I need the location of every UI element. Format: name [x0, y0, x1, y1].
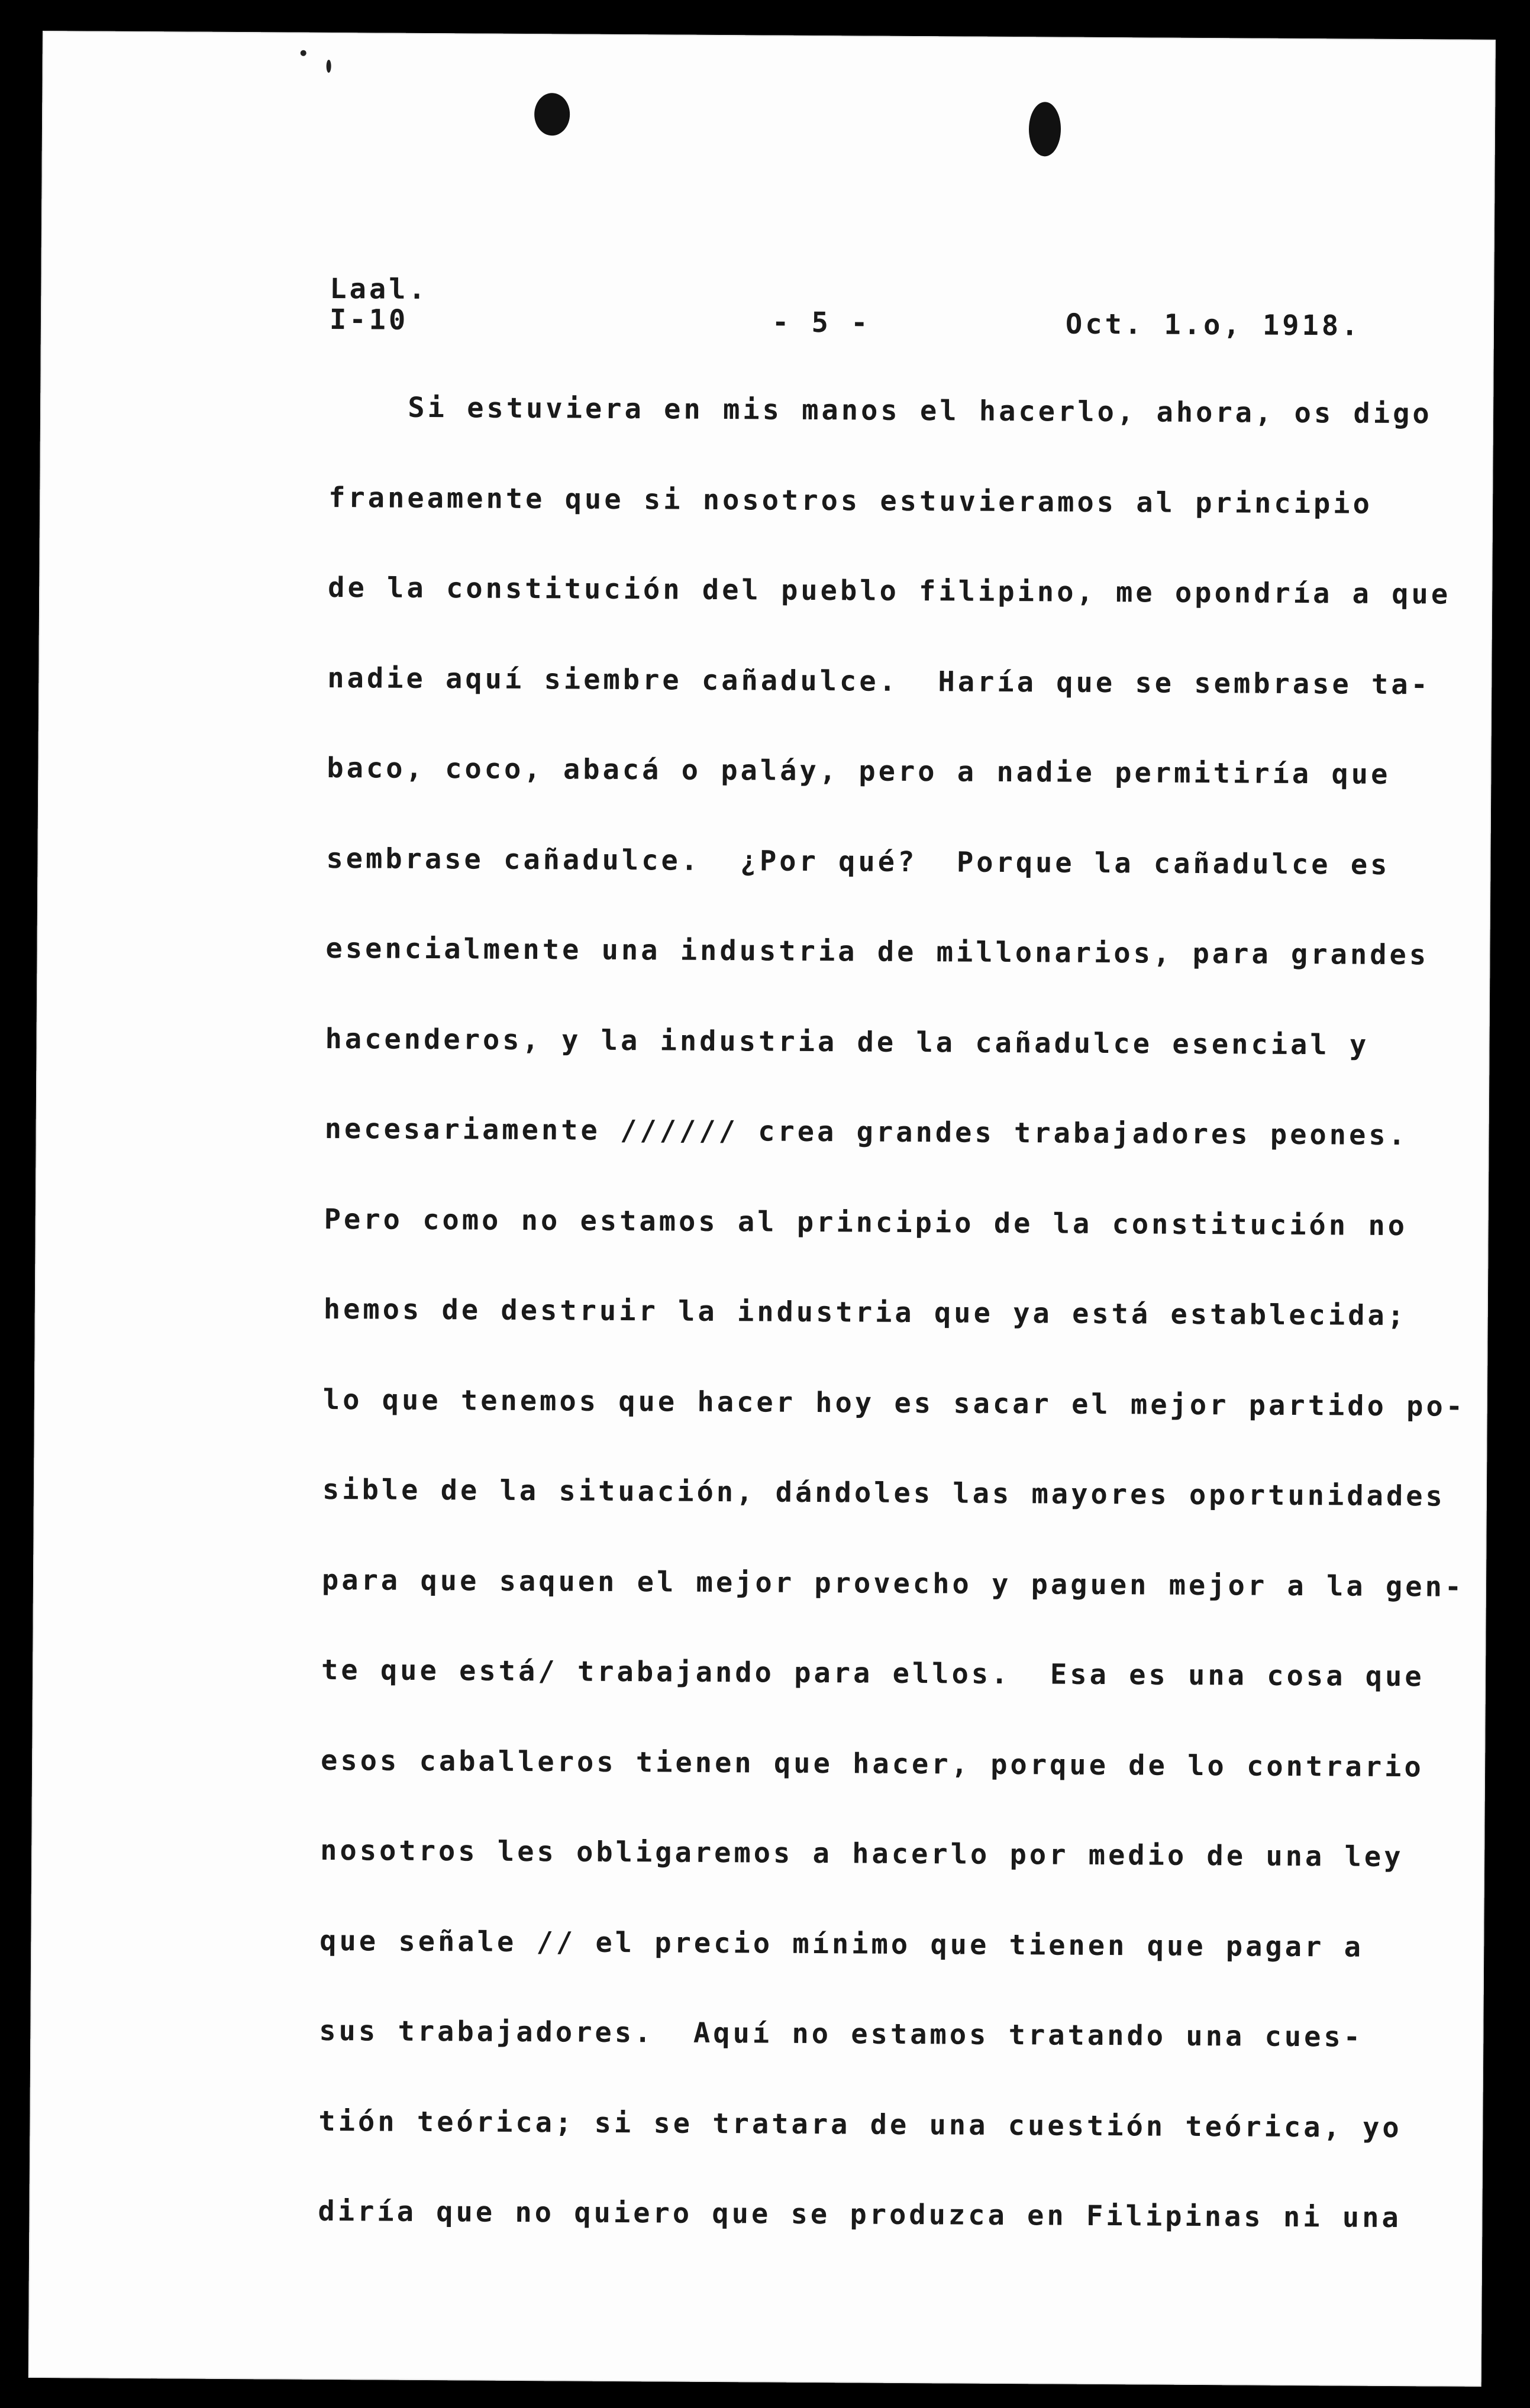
page-number: - 5 -	[772, 306, 871, 340]
body-line: sus trabajadores. Aquí no estamos tratando una cues-	[319, 2014, 1364, 2054]
document-date: Oct. 1.o, 1918.	[1065, 308, 1361, 342]
document-page	[28, 31, 1496, 2387]
reference-line-1: Laal.	[330, 272, 428, 306]
body-line: hacenderos, y la industria de la cañadulce esencial y	[325, 1022, 1370, 1062]
body-line: Si estuviera en mis manos el hacerlo, ahora, os digo	[328, 390, 1432, 431]
body-line: tión teórica; si se tratara de una cuestión teórica, yo	[318, 2105, 1402, 2144]
reference-line-2: I-10	[329, 303, 409, 337]
body-line: lo que tenemos que hacer hoy es sacar el mejor partido po-	[322, 1383, 1466, 1423]
body-line: sible de la situación, dándoles las mayores oportunidades	[322, 1473, 1445, 1513]
body-line: que señale // el precio mínimo que tienen que pagar a	[319, 1924, 1364, 1964]
body-line: necesariamente ////// crea grandes trabajadores peones.	[324, 1112, 1409, 1152]
body-line: Pero como no estamos al principio de la constitución no	[324, 1203, 1408, 1242]
body-line: esencialmente una industria de millonarios, para grandes	[325, 932, 1429, 972]
body-line: nadie aquí siembre cañadulce. Haría que se sembrase ta-	[327, 661, 1431, 701]
body-line: para que saquen el mejor provecho y paguen mejor a la gen-	[321, 1563, 1465, 1604]
body-line: franeamente que si nosotros estuvieramos al principio	[328, 481, 1373, 521]
ink-speck	[327, 60, 331, 73]
body-line: esos caballeros tienen que hacer, porque de lo contrario	[320, 1744, 1424, 1783]
body-line: diría que no quiero que se produzca en Filipinas ni una	[318, 2194, 1402, 2235]
body-line: hemos de destruir la industria que ya está establecida;	[323, 1292, 1408, 1333]
body-line: te que está/ trabajando para ellos. Esa es una cosa que	[321, 1653, 1425, 1693]
body-line: baco, coco, abacá o paláy, pero a nadie permitiría que	[327, 751, 1391, 791]
body-line: nosotros les obligaremos a hacerlo por medio de una ley	[320, 1834, 1404, 1874]
punch-hole-left	[534, 93, 570, 135]
ink-speck	[301, 50, 306, 56]
body-line: sembrase cañadulce. ¿Por qué? Porque la cañadulce es	[326, 842, 1390, 881]
body-line: de la constitución del pueblo filipino, me opondría a que	[328, 571, 1451, 611]
punch-hole-right	[1029, 102, 1061, 156]
